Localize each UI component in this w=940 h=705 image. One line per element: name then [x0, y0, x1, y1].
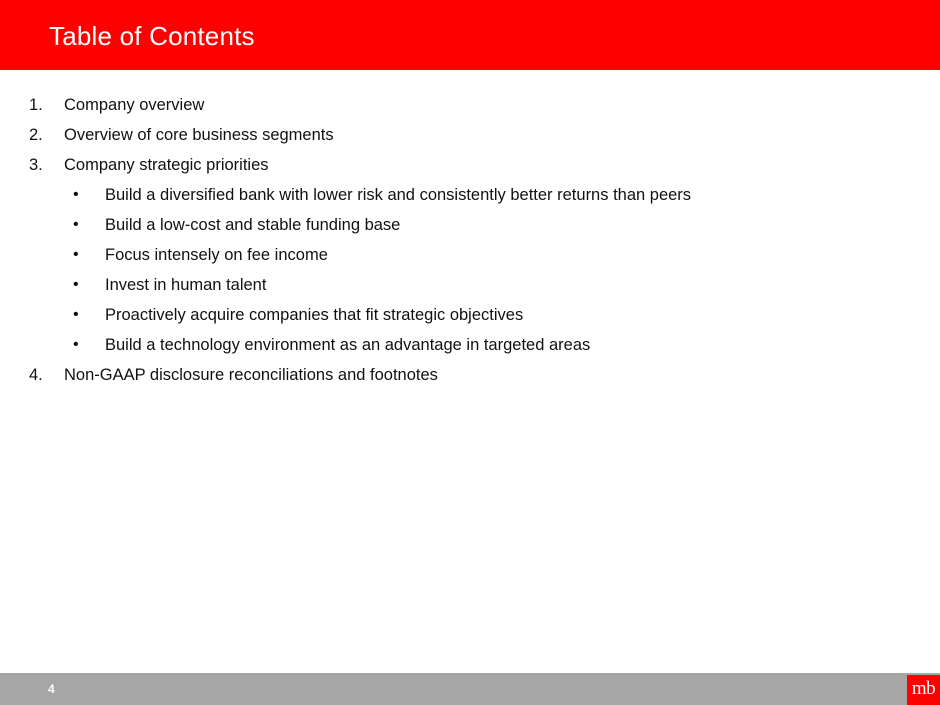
page-number: 4: [48, 682, 55, 696]
bullet: •: [73, 276, 79, 293]
priority-item: [0, 210, 940, 240]
toc-number: 2.: [29, 126, 43, 144]
toc-item-non-gaap-disclosure: [0, 360, 940, 390]
toc-item-strategic-priorities: [0, 150, 940, 180]
bullet: •: [73, 336, 79, 353]
toc-number: 1.: [29, 96, 43, 114]
page-title: Table of Contents: [49, 21, 255, 51]
bullet: •: [73, 216, 79, 233]
priority-text: Focus intensely on fee income: [105, 246, 328, 264]
priority-text: Build a technology environment as an advantage in targeted areas: [105, 336, 591, 354]
bullet: •: [73, 306, 79, 323]
priority-item: [0, 240, 940, 270]
toc-item-company-overview: [0, 90, 940, 120]
priority-text: Build a low-cost and stable funding base: [105, 216, 401, 234]
priority-item: [0, 330, 940, 360]
toc-text: Company strategic priorities: [64, 156, 269, 174]
toc-number: 4.: [29, 366, 43, 384]
toc-number: 3.: [29, 156, 43, 174]
footer-bar: [0, 673, 940, 705]
header-bar: [0, 0, 940, 70]
toc-text: Non-GAAP disclosure reconciliations and footnotes: [64, 366, 438, 384]
priority-text: Proactively acquire companies that fit strategic objectives: [105, 306, 524, 324]
toc-text: Overview of core business segments: [64, 126, 334, 144]
toc-item-core-business-segments: [0, 120, 940, 150]
priority-item: [0, 300, 940, 330]
priority-item: [0, 180, 940, 210]
priority-text: Invest in human talent: [105, 276, 267, 294]
priority-item: [0, 270, 940, 300]
bullet: •: [73, 246, 79, 263]
bullet: •: [73, 186, 79, 203]
table-of-contents: [0, 90, 940, 390]
mb-logo: mb: [907, 675, 940, 705]
priority-text: Build a diversified bank with lower risk and consistently better returns than peers: [105, 186, 692, 204]
toc-text: Company overview: [64, 96, 205, 114]
